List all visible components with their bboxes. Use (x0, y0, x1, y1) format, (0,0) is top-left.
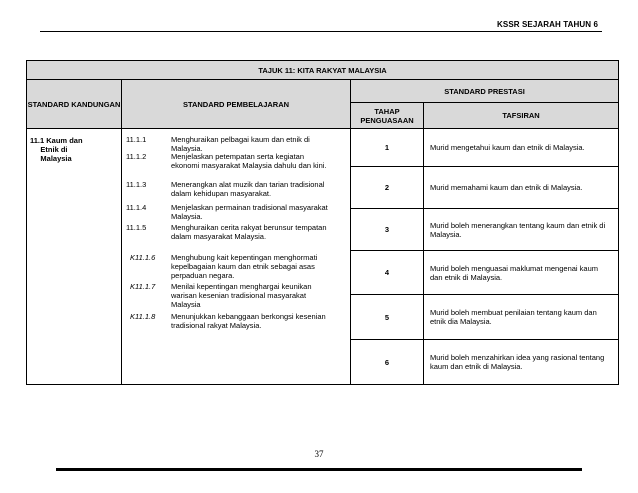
document-header: KSSR SEJARAH TAHUN 6 (497, 20, 598, 29)
tahap-level: 4 (351, 251, 424, 295)
header-tahap: TAHAP PENGUASAAN (351, 103, 424, 129)
header-rule (40, 31, 602, 32)
page-number: 37 (314, 449, 324, 459)
tafsiran-text: Murid boleh membuat penilaian tentang kaum dan etnik dia Malaysia. (424, 295, 619, 340)
prestasi-row (27, 129, 619, 167)
tahap-level: 6 (351, 340, 424, 385)
tahap-level: 5 (351, 295, 424, 340)
tahap-level: 3 (351, 209, 424, 251)
header-standard-prestasi: STANDARD PRESTASI (351, 80, 619, 103)
topic-row (27, 61, 619, 80)
topic-title: TAJUK 11: KITA RAKYAT MALAYSIA (27, 61, 619, 80)
standard-pembelajaran-cell: 11.1.1 Menghuraikan pelbagai kaum dan etnik di Malaysia. 11.1.2 Menjelaskan petempatan serta kegiatan ekonomi masyarakat Malaysia dahulu dan kini. 11.1.3 Menerangkan alat muzik dan tarian tradisional dalam kehidupan masyarakat. 11.1.4 Menjelaskan permainan tradisional masyarakat Malaysia. 11.1.5 Menghuraikan cerita rakyat berunsur tempatan dalam masyarakat Malaysia. K11.1.6 Menghubung kait kepentingan menghormati kepelbagaian kaum dan etnik sebagai asas perpaduan negara. K11.1.7 Menilai kepentingan menghargai keunikan warisan kesenian tradisional masyarakat Malaysia K11.1.8 Menunjukkan kebanggaan berkongsi kesenian tradisional rakyat Malaysia. (122, 129, 351, 385)
header-standard-kandungan: STANDARD KANDUNGAN (27, 80, 122, 129)
header-standard-pembelajaran: STANDARD PEMBELAJARAN (122, 80, 351, 129)
header-row-1 (27, 80, 619, 103)
tafsiran-text: Murid boleh menzahirkan idea yang rasional tentang kaum dan etnik di Malaysia. (424, 340, 619, 385)
tafsiran-text: Murid mengetahui kaum dan etnik di Malaysia. (424, 129, 619, 167)
tafsiran-text: Murid memahami kaum dan etnik di Malaysia. (424, 167, 619, 209)
tafsiran-text: Murid boleh menerangkan tentang kaum dan etnik di Malaysia. (424, 209, 619, 251)
standard-kandungan-cell: 11.1 Kaum dan Etnik di Malaysia (27, 129, 122, 385)
footer-rule (56, 468, 582, 471)
tafsiran-text: Murid boleh menguasai maklumat mengenai kaum dan etnik di Malaysia. (424, 251, 619, 295)
tahap-level: 1 (351, 129, 424, 167)
header-tafsiran: TAFSIRAN (424, 103, 619, 129)
tahap-level: 2 (351, 167, 424, 209)
curriculum-table (26, 60, 619, 385)
